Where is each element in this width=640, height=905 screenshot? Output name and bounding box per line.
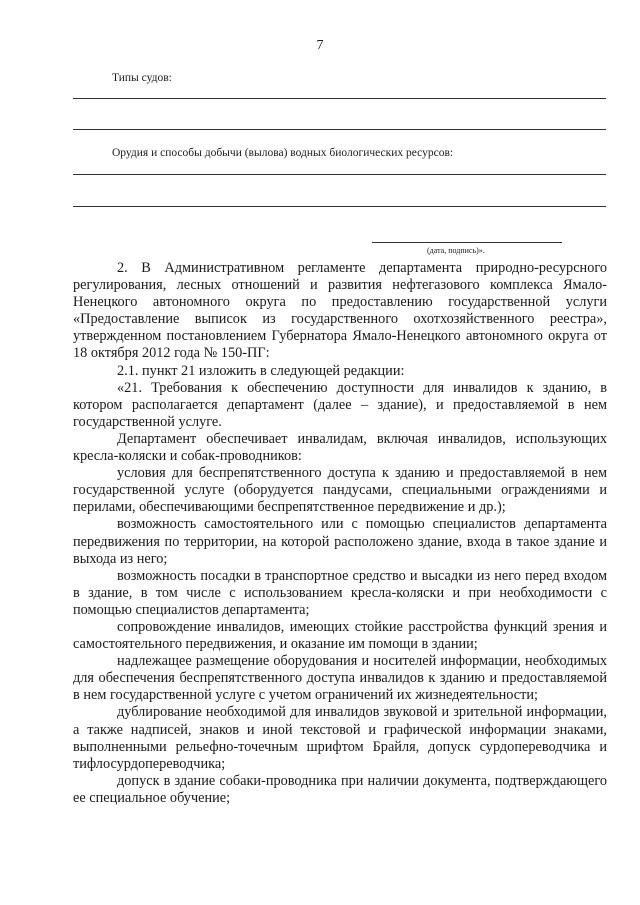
paragraph-independent-movement: возможность самостоятельного или с помощью специалистов департамента передвижения по территории, на которой расположено здание, входа в такое здание и выхода из него; [73, 516, 607, 567]
paragraph-guide-dog-admission: допуск в здание собаки-проводника при наличии документа, подтверждающего ее специальное обучение; [73, 772, 607, 806]
paragraph-amendment-intro: 2. В Административном регламенте департамента природно-ресурсного регулирования, лесных отношений и развития нефтегазового комплекса Ямало-Ненецкого автономного округа по предоставлению государственной услуги «Предоставление выписок из государственного охотхозяйственного реестра», утвержденном постановлением Губернатора Ямало-Ненецкого автономного округа от 18 октября 2012 года № 150-ПГ: [73, 260, 607, 362]
fishing-gear-label: Орудия и способы добычи (вылова) водных биологических ресурсов: [112, 147, 454, 159]
vessel-types-line-2 [73, 129, 606, 130]
signature-caption: (дата, подпись)». [427, 246, 485, 255]
page-number: 7 [316, 38, 324, 53]
vessel-types-label: Типы судов: [112, 72, 172, 84]
paragraph-escort: сопровождение инвалидов, имеющих стойкие расстройства функций зрения и самостоятельного передвижения, и оказание им помощи в здании; [73, 618, 607, 653]
paragraph-department-provides: Департамент обеспечивает инвалидам, включая инвалидов, использующих кресла-коляски и собак-проводников: [73, 430, 607, 465]
document-body [73, 260, 607, 807]
vessel-types-line-1 [73, 98, 606, 99]
paragraph-equipment-placement: надлежащее размещение оборудования и носителей информации, необходимых для обеспечения беспрепятственного доступа инвалидов к зданию и предоставляемой в нем государственной услуге с учетом ограничений их жизнедеятельности; [73, 653, 607, 704]
paragraph-information-duplication: дублирование необходимой для инвалидов звуковой и зрительной информации, а также надписей, знаков и иной текстовой и графической информации знаками, выполненными рельефно-точечным шрифтом Брайля, допуск сурдопереводчика и тифлосурдопереводчика; [73, 704, 607, 772]
paragraph-vehicle-boarding: возможность посадки в транспортное средство и высадки из него перед входом в здание, в том числе с использованием кресла-коляски и при необходимости с помощью специалистов департамента; [73, 567, 607, 618]
paragraph-item-21: «21. Требования к обеспечению доступности для инвалидов к зданию, в котором располагается департамент (далее – здание), и предоставляемой в нем государственной услуге. [73, 379, 607, 430]
fishing-gear-line-1 [73, 174, 606, 175]
paragraph-access-conditions: условия для беспрепятственного доступа к зданию и предоставляемой в нем государственной услуге (оборудуется пандусами, специальными ограждениями и перилами, обеспечивающими беспрепятственное передвижение и др.); [73, 465, 607, 516]
paragraph-clause-2-1: 2.1. пункт 21 изложить в следующей редакции: [117, 362, 405, 379]
fishing-gear-line-2 [73, 206, 606, 207]
signature-line [372, 242, 562, 243]
